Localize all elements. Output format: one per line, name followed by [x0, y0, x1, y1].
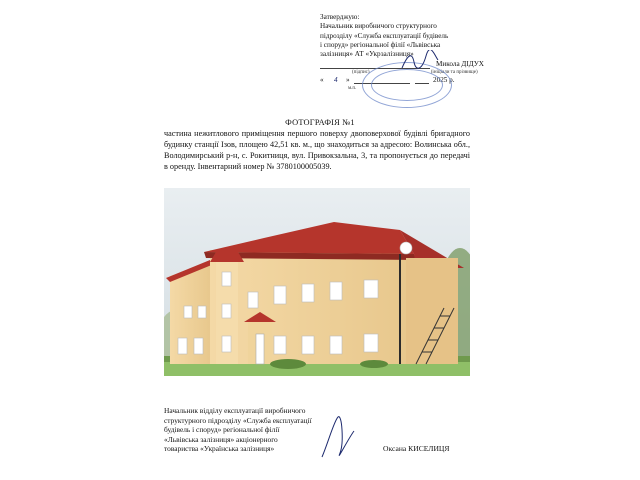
photo-heading: ФОТОГРАФІЯ №1 [285, 118, 355, 127]
approval-signer-name: Микола ДІДУХ [436, 60, 485, 69]
footer-position-line: Начальник відділу експлуатації виробничого [164, 406, 306, 415]
approval-position-line: підрозділу «Служба експлуатації будівель [320, 31, 449, 40]
footer-position-line: товариства «Українська залізниця» [164, 444, 275, 453]
approval-signature [400, 50, 440, 72]
date-day: 4 [334, 76, 338, 85]
building-photo [164, 188, 470, 376]
property-description: частина нежитлового приміщення першого поверху двоповерхової будівлі бригадного будинку станції Ізов, площею 42,51 кв. м., що знаходиться за адресою: Волинська обл., Володимирський р-н, с. Рокитниця, вул. Привокзальна, 3, та пропонується до передачі в оренду. Інвентарний номер № 3780100005039. [164, 129, 470, 171]
signature-caption: (підпис) [352, 70, 370, 76]
date-close-quote: » [346, 76, 350, 85]
approval-position-line: Начальник виробничого структурного [320, 22, 437, 31]
footer-position-line: будівель і споруд» регіональної філії [164, 425, 280, 434]
name-caption: (ініціали та прізвище) [430, 70, 478, 76]
footer-position-line: структурного підрозділу «Служба експлуатації [164, 415, 312, 425]
date-year: 2025 р. [433, 76, 455, 85]
footer-signature [318, 413, 358, 463]
approval-position-line: залізниця» АТ «Укрзалізниця» [320, 50, 414, 59]
approval-title: Затверджую: [320, 13, 360, 21]
footer-position-line: «Львівська залізниця» акціонерного [164, 434, 278, 444]
stamp-place-note: м.п. [348, 86, 357, 92]
date-open-quote: « [320, 76, 324, 85]
approval-position-line: і споруд» регіональної філії «Львівська [320, 40, 441, 49]
footer-signer-name: Оксана КИСЕЛИЦЯ [383, 444, 450, 453]
